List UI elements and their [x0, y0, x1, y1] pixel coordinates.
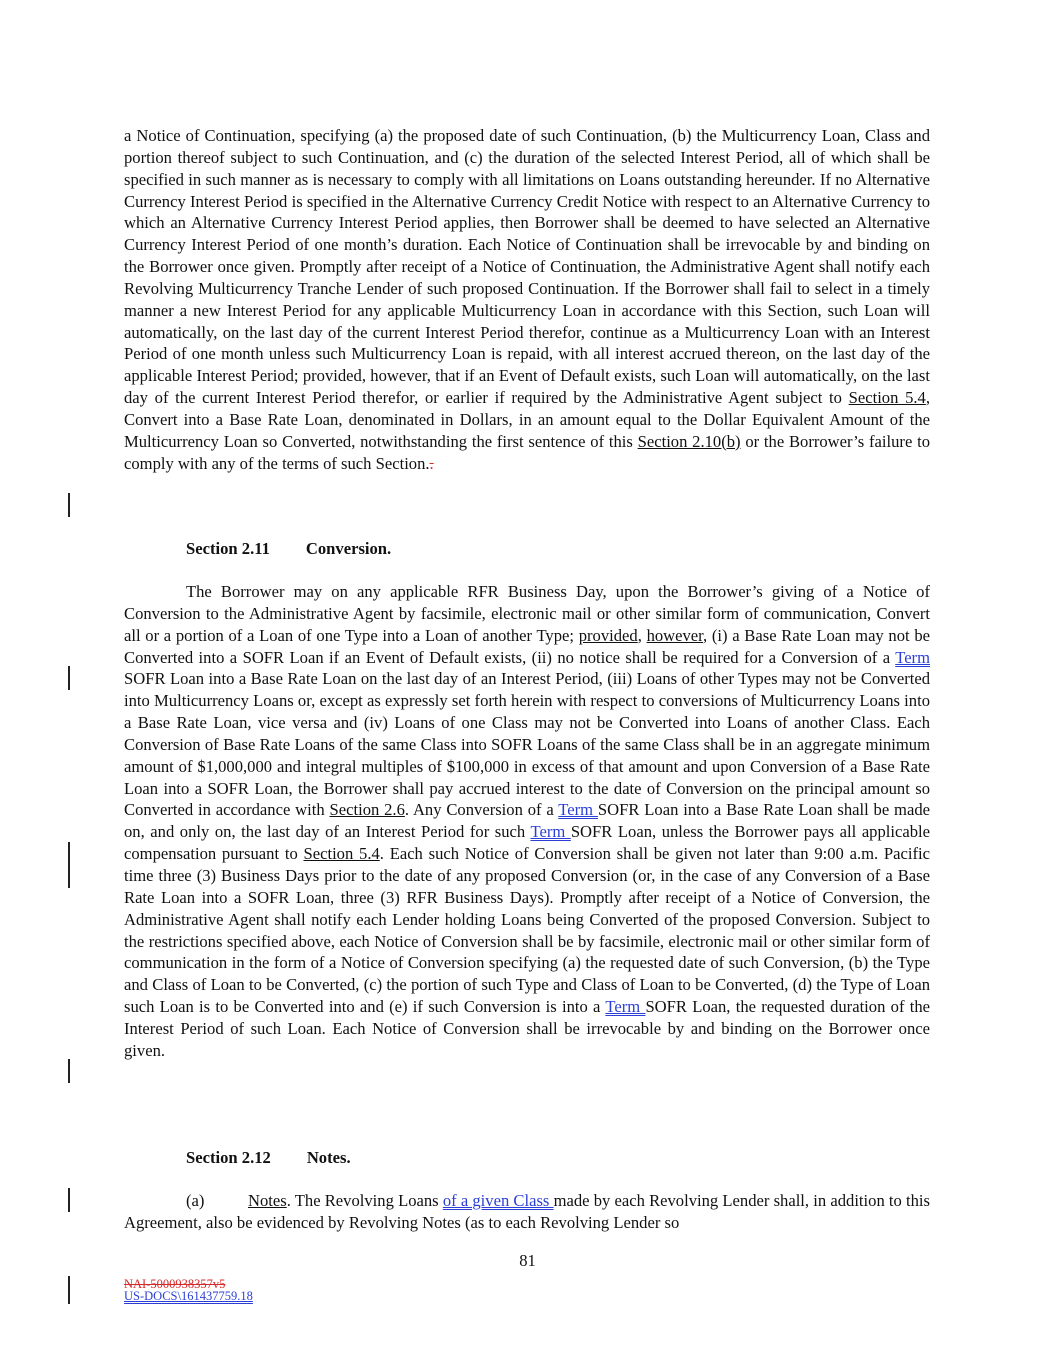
- paragraph-text: SOFR Loan, the requested duration of the Interest Period of such Loan. Each Notice of Conversion shall be irrevocable by and binding on the Borrower once given.: [124, 997, 930, 1060]
- deleted-text: .: [429, 453, 434, 473]
- paragraph-text: . Each such Notice of Conversion shall be given not later than 9:00 a.m. Pacific time three (3) Business Days prior to the date of any proposed Conversion (or, in the case of any Conversion of a Base Rate Loan into a SOFR Loan, three (3) RFR Business Days). Promptly after receipt of a Notice of Conversion, the Administrative Agent shall notify each Lender holding Loans being Converted of the proposed Conversion. Subject to the restrictions specified above, each Notice of Conversion shall be by facsimile, electronic mail or other similar form of communication in the form of a Notice of Conversion specifying (a) the requested date of such Conversion, (b) the Type and Class of Loan to be Converted, (c) the portion of such Type and Class of Loan to be Converted, (d) the Type of Loan such Loan is to be Converted into and (e) if such Conversion is into a: [124, 844, 930, 1017]
- section-heading-2-12: [186, 1147, 351, 1169]
- section-reference-link[interactable]: Section 2.6: [329, 800, 405, 820]
- section-number: Section 2.11: [186, 539, 270, 558]
- paragraph-text: a Notice of Continuation, specifying (a) the proposed date of such Continuation, (b) the Multicurrency Loan, Class and portion thereof subject to such Continuation, and (c) the duration of the selected Interest Period, all of which shall be specified in such manner as is necessary to comply with all limitations on Loans outstanding hereunder. If no Alternative Currency Interest Period is specified in the Alternative Currency Credit Notice with respect to an Alternative Currency to which an Alternative Currency Interest Period applies, then Borrower shall be deemed to have selected an Alternative Currency Interest Period of one month’s duration. Each Notice of Continuation shall be irrevocable by and binding on the Borrower once given. Promptly after receipt of a Notice of Continuation, the Administrative Agent shall notify each Revolving Multicurrency Tranche Lender of such proposed Continuation. If the Borrower shall fail to select in a timely manner a new Interest Period for any applicable Multicurrency Loan in accordance with this Section, such Loan will automatically, on the last day of the current Interest Period therefor, continue as a Multicurrency Loan with an Interest Period of one month unless such Multicurrency Loan is repaid, with all interest accrued thereon, on the last day of the applicable Interest Period; provided, however, that if an Event of Default exists, such Loan will automatically, on the last day of the current Interest Period therefor, or earlier if required by the Administrative Agent subject to: [124, 126, 930, 408]
- list-marker: (a): [186, 1191, 205, 1210]
- paragraph-text: SOFR Loan into a Base Rate Loan shall be made on, and only on, the last day of an Interest Period for such: [124, 800, 930, 842]
- inserted-text: of a given Class: [442, 1191, 554, 1210]
- paragraph-notes: [124, 1190, 930, 1234]
- paragraph-text: or the Borrower’s failure to comply with any of the terms of such Section.: [124, 431, 930, 473]
- paragraph-conversion: [124, 581, 930, 1062]
- paragraph-text: SOFR Loan, unless the Borrower pays all applicable compensation pursuant to: [124, 822, 930, 864]
- section-title: Conversion.: [305, 539, 392, 558]
- change-bar: [68, 1059, 70, 1083]
- inserted-text: Term: [530, 822, 571, 842]
- section-title: Notes.: [306, 1148, 351, 1167]
- change-bar: [68, 842, 70, 888]
- paragraph-text: SOFR Loan into a Base Rate Loan on the last day of an Interest Period, (iii) Loans of other Types may not be Converted into Multicurrency Loans or, except as expressly set forth herein with respect to conversions of Multicurrency Loans into a Base Rate Loan, vice versa and (iv) Loans of one Class may not be Converted into Loans of another Class. Each Conversion of Base Rate Loans of the same Class into SOFR Loans of the same Class shall be in an aggregate minimum amount of $1,000,000 and integral multiples of $100,000 in excess of that amount and upon Conversion of a Base Rate Loan into a SOFR Loan, the Borrower shall pay accrued interest to the date of Conversion on the principal amount so Converted in accordance with: [124, 669, 930, 820]
- change-bar: [68, 1276, 70, 1304]
- section-reference-link[interactable]: Section 2.10(b): [637, 431, 741, 451]
- paragraph-text: The Borrower may on any applicable RFR Business Day, upon the Borrower’s giving of a Notice of Conversion to the Administrative Agent by facsimile, electronic mail or other similar form of communication, Convert all or a portion of a Loan of one Type into a Loan of another Type;: [124, 582, 930, 645]
- paragraph-text: made by each Revolving Lender shall, in addition to this Agreement, also be evidenced by Revolving Notes (as to each Revolving Lender so: [124, 1191, 930, 1232]
- section-number: Section 2.12: [186, 1148, 271, 1167]
- inserted-text: Term: [605, 997, 646, 1017]
- inserted-text: Term: [558, 800, 598, 820]
- section-reference-link[interactable]: Section 5.4: [848, 388, 926, 408]
- paragraph-continuation: [124, 125, 930, 475]
- inserted-text: Term: [895, 647, 930, 667]
- section-heading-2-11: [186, 538, 391, 560]
- provided-term: provided: [578, 625, 638, 645]
- paragraph-text: ,: [637, 625, 647, 645]
- footer-new-doc-id: US-DOCS\161437759.18: [124, 1289, 253, 1303]
- page-number: 81: [519, 1251, 536, 1270]
- paragraph-text: . The Revolving Loans: [286, 1191, 443, 1210]
- change-bar: [68, 666, 70, 690]
- change-bar: [68, 493, 70, 517]
- footer-old-doc-id: NAI-5000938357v5: [124, 1277, 226, 1291]
- paragraph-text: , Convert into a Base Rate Loan, denominated in Dollars, in an amount equal to the Dollar Equivalent Amount of the Multicurrency Loan so Converted, notwithstanding the first sentence of this: [124, 388, 930, 451]
- paragraph-text: , (i) a Base Rate Loan may not be Converted into a SOFR Loan if an Event of Default exists, (ii) no notice shall be required for a Conversion of a: [124, 625, 930, 667]
- notes-label: Notes: [248, 1191, 287, 1210]
- paragraph-text: . Any Conversion of a: [404, 800, 559, 820]
- section-reference-link[interactable]: Section 5.4: [303, 844, 380, 864]
- change-bar: [68, 1188, 70, 1212]
- however-term: however: [646, 625, 704, 645]
